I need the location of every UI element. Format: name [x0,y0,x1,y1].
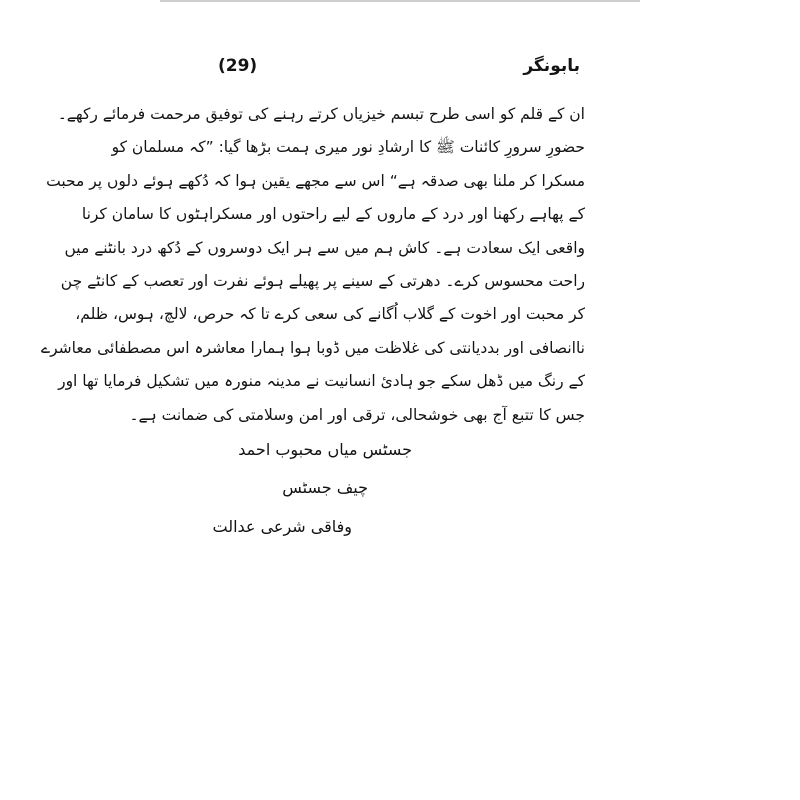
body-paragraph [41,98,585,432]
signatory-court: وفاقی شرعی عدالت [212,517,352,536]
top-edge-rule [160,0,640,2]
signatory-name: جسٹس میاں محبوب احمد [238,440,412,459]
text-line: ان کے قلم کو اسی طرح تبسم خیزیاں کرتے رہنے کی توفیق مرحمت فرمائے رکھے۔ [57,105,585,123]
text-line: ناانصافی اور بددیانتی کی غلاظت میں ڈوبا ہوا ہمارا معاشرہ اس مصطفائی معاشرے [41,338,585,357]
text-line: کے رنگ میں ڈھل سکے جو ہادئ انسانیت نے مدینہ منورہ میں تشکیل فرمایا تھا اور [58,372,585,391]
text-line: کے پھاہے رکھنا اور درد کے ماروں کے لیے راحتوں اور مسکراہٹوں کا سامان کرنا [81,205,585,224]
text-line: جس کا تتبع آج بھی خوشحالی، ترقی اور امن وسلامتی کی ضمانت ہے۔ [129,405,585,424]
text-line: کر محبت اور اخوت کے گلاب اُگانے کی سعی کرے تا کہ حرص، لالچ، ہوس، ظلم، [75,305,585,324]
signatory-title: چیف جسٹس [282,478,368,497]
text-line: حضورِ سرورِ کائنات ﷺ کا ارشادِ نور میری ہمت بڑھا گیا: ”کہ مسلمان کو [111,138,585,157]
text-line: مسکرا کر ملنا بھی صدقہ ہے“ اس سے مجھے یقین ہوا کہ دُکھے ہوئے دلوں پر محبت [46,171,585,190]
text-line: واقعی ایک سعادت ہے۔ کاش ہم میں سے ہر ایک دوسروں کے دُکھ درد بانٹنے میں [64,238,585,257]
text-line: راحت محسوس کرے۔ دھرتی کے سینے پر پھیلے ہوئے نفرت اور تعصب کے کانٹے چن [60,271,585,290]
page-number: (29) [218,56,258,76]
running-head-title: بابونگر [523,56,580,76]
